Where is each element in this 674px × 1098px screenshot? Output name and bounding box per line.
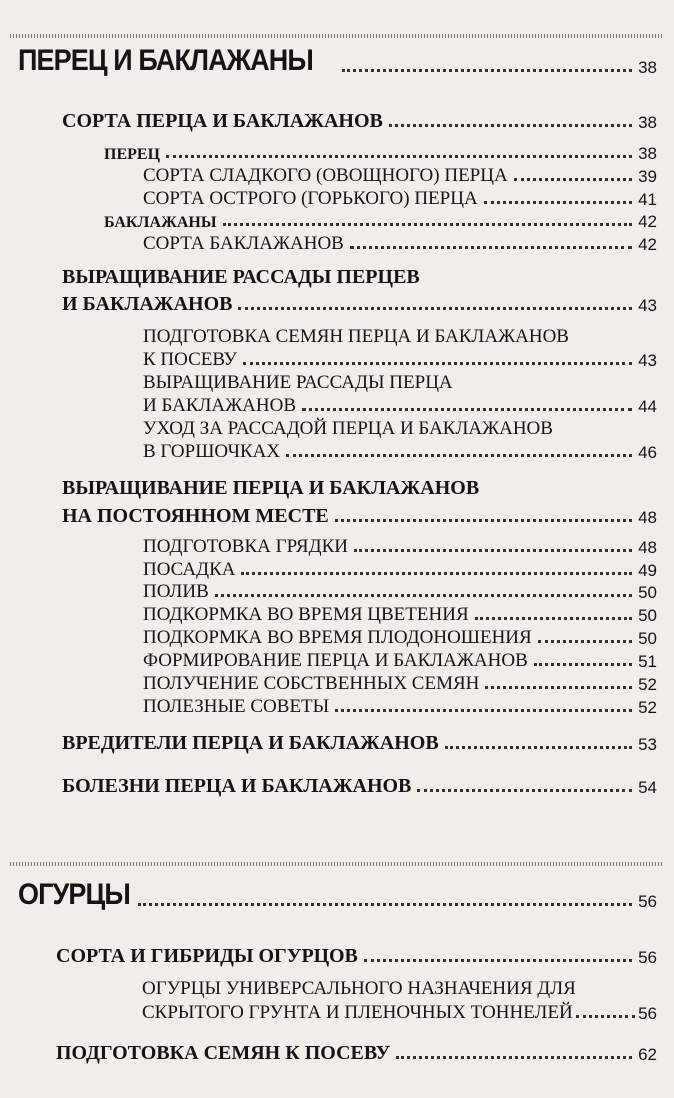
entry-title: ПОДКОРМКА ВО ВРЕМЯ ПЛОДОНОШЕНИЯ [143, 627, 532, 648]
entry-title: ФОРМИРОВАНИЕ ПЕРЦА И БАКЛАЖАНОВ [143, 650, 528, 671]
page-number: 51 [638, 652, 657, 671]
page-number: 54 [638, 778, 657, 797]
page-number: 42 [638, 235, 657, 254]
toc-entry[interactable] [62, 293, 657, 316]
page-number: 42 [638, 212, 657, 231]
leader-dots [243, 362, 632, 365]
toc-entry[interactable] [143, 188, 657, 210]
page-number: 50 [638, 629, 657, 648]
page-number: 56 [638, 948, 657, 967]
leader-dots [302, 408, 632, 411]
leader-dots [223, 223, 633, 226]
toc-entry[interactable] [143, 395, 657, 417]
entry-title: НА ПОСТОЯННОМ МЕСТЕ [62, 505, 329, 527]
toc-entry[interactable] [143, 165, 657, 187]
entry-title: СОРТА БАКЛАЖАНОВ [143, 233, 344, 254]
leader-dots [485, 686, 632, 689]
toc-entry[interactable] [143, 673, 657, 695]
section-divider [10, 34, 664, 38]
leader-dots [335, 519, 632, 522]
entry-title: ПОДГОТОВКА СЕМЯН К ПОСЕВУ [56, 1042, 391, 1064]
toc-entry[interactable] [142, 1002, 657, 1024]
leader-dots [576, 1015, 635, 1018]
entry-title: СОРТА И ГИБРИДЫ ОГУРЦОВ [56, 945, 358, 967]
leader-dots [417, 789, 632, 792]
page-number: 44 [638, 397, 657, 416]
page-number: 41 [638, 190, 657, 209]
entry-title: БАКЛАЖАНЫ [104, 214, 217, 231]
entry-title-line[interactable]: ВЫРАЩИВАНИЕ РАССАДЫ ПЕРЦА [143, 372, 453, 393]
chapter-title: ПЕРЕЦ И БАКЛАЖАНЫ [18, 44, 313, 77]
page-number: 38 [638, 58, 657, 77]
leader-dots [354, 549, 632, 552]
leader-dots [389, 124, 632, 127]
page-number: 43 [638, 351, 657, 370]
entry-title: ПОЛУЧЕНИЕ СОБСТВЕННЫХ СЕМЯН [143, 673, 480, 694]
leader-dots [166, 155, 632, 158]
entry-title: ПОЛЕЗНЫЕ СОВЕТЫ [143, 696, 330, 717]
leader-dots [215, 594, 632, 597]
entry-title: ВРЕДИТЕЛИ ПЕРЦА И БАКЛАЖАНОВ [62, 732, 439, 754]
leader-dots [364, 959, 632, 962]
entry-title: ПОДКОРМКА ВО ВРЕМЯ ЦВЕТЕНИЯ [143, 604, 469, 625]
leader-dots [286, 454, 632, 457]
leader-dots [445, 746, 632, 749]
entry-title: В ГОРШОЧКАХ [143, 441, 281, 462]
leader-dots [350, 246, 632, 249]
page-number: 50 [638, 606, 657, 625]
leader-dots [475, 617, 632, 620]
chapter-title: ОГУРЦЫ [18, 878, 130, 911]
entry-title: БОЛЕЗНИ ПЕРЦА И БАКЛАЖАНОВ [62, 775, 412, 797]
page-number: 62 [638, 1045, 657, 1064]
leader-dots [138, 903, 632, 906]
toc-entry[interactable] [56, 1042, 657, 1065]
page-number: 48 [638, 508, 657, 527]
page-number: 39 [638, 167, 657, 186]
leader-dots [484, 201, 632, 204]
page-number: 53 [638, 735, 657, 754]
entry-title: ПОЛИВ [143, 581, 209, 602]
section-divider [10, 862, 664, 866]
toc-chapter-peppers[interactable] [18, 44, 657, 78]
leader-dots [238, 307, 632, 310]
page-number: 46 [638, 443, 657, 462]
leader-dots [514, 178, 632, 181]
entry-title: И БАКЛАЖАНОВ [143, 395, 296, 416]
entry-title-line[interactable]: ПОДГОТОВКА СЕМЯН ПЕРЦА И БАКЛАЖАНОВ [143, 326, 569, 347]
leader-dots [396, 1056, 632, 1059]
toc-entry[interactable] [62, 775, 657, 798]
toc-entry[interactable] [62, 505, 657, 528]
page-number: 38 [638, 144, 657, 163]
toc-entry[interactable] [56, 945, 657, 968]
toc-chapter-cucumbers[interactable] [18, 878, 657, 912]
leader-dots [241, 572, 632, 575]
toc-entry[interactable] [143, 536, 657, 558]
entry-title-line[interactable]: ВЫРАЩИВАНИЕ РАССАДЫ ПЕРЦЕВ [62, 266, 420, 288]
entry-title-line[interactable]: ВЫРАЩИВАНИЕ ПЕРЦА И БАКЛАЖАНОВ [62, 477, 480, 499]
toc-entry[interactable] [143, 581, 657, 603]
leader-dots [538, 640, 632, 643]
toc-entry[interactable] [143, 696, 657, 718]
page-number: 48 [638, 538, 657, 557]
toc-entry[interactable] [143, 650, 657, 672]
toc-entry[interactable] [143, 349, 657, 371]
entry-title: СОРТА ПЕРЦА И БАКЛАЖАНОВ [62, 110, 383, 132]
toc-entry[interactable] [143, 627, 657, 649]
entry-title: ПЕРЕЦ [104, 146, 161, 163]
toc-entry[interactable] [104, 212, 657, 232]
entry-title: И БАКЛАЖАНОВ [62, 293, 233, 315]
leader-dots [342, 69, 632, 72]
page-number: 50 [638, 583, 657, 602]
page-number: 56 [638, 1004, 657, 1023]
toc-entry[interactable] [104, 144, 657, 164]
entry-title: ПОСАДКА [143, 559, 236, 580]
entry-title: К ПОСЕВУ [143, 349, 237, 370]
toc-entry[interactable] [62, 110, 657, 133]
entry-title-line[interactable]: УХОД ЗА РАССАДОЙ ПЕРЦА И БАКЛАЖАНОВ [143, 418, 553, 439]
toc-entry[interactable] [143, 233, 657, 255]
page-number: 52 [638, 675, 657, 694]
toc-entry[interactable] [143, 604, 657, 626]
page-number: 43 [638, 296, 657, 315]
page-number: 38 [638, 113, 657, 132]
entry-title: СОРТА СЛАДКОГО (ОВОЩНОГО) ПЕРЦА [143, 165, 508, 186]
leader-dots [534, 663, 632, 666]
entry-title: СКРЫТОГО ГРУНТА И ПЛЕНОЧНЫХ ТОННЕЛЕЙ [142, 1002, 573, 1023]
page-number: 49 [638, 561, 657, 580]
leader-dots [335, 709, 632, 712]
entry-title: ПОДГОТОВКА ГРЯДКИ [143, 536, 348, 557]
entry-title-line[interactable]: ОГУРЦЫ УНИВЕРСАЛЬНОГО НАЗНАЧЕНИЯ ДЛЯ [142, 978, 576, 999]
toc-entry[interactable] [143, 441, 657, 463]
toc-entry[interactable] [143, 559, 657, 581]
toc-entry[interactable] [62, 732, 657, 755]
page-number: 52 [638, 698, 657, 717]
page-number: 56 [638, 892, 657, 911]
entry-title: СОРТА ОСТРОГО (ГОРЬКОГО) ПЕРЦА [143, 188, 478, 209]
